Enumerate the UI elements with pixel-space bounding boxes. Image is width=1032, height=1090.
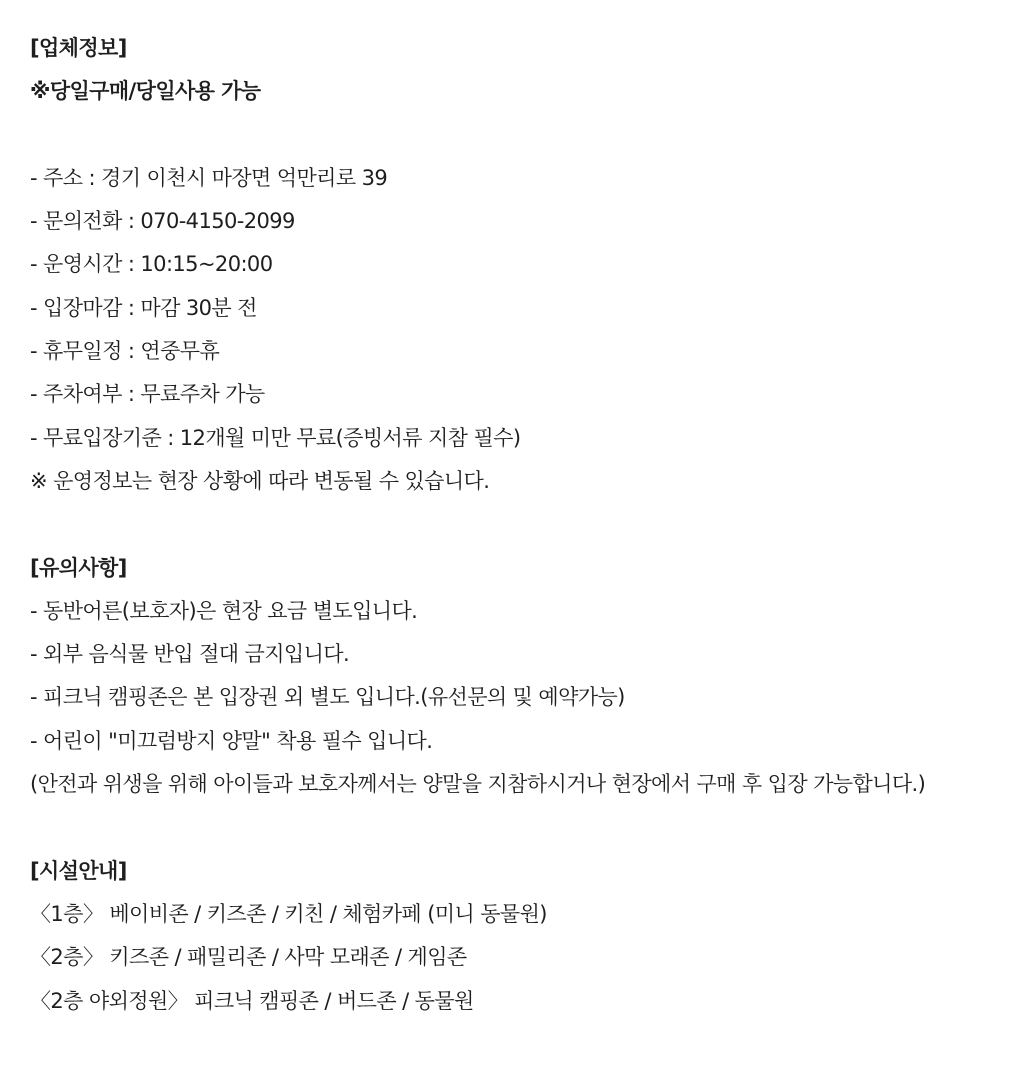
spacer [30,806,1002,849]
facilities-section [30,850,1002,1023]
cautions-heading: [유의사항] [30,555,127,580]
info-footnote: ※ 운영정보는 현장 상황에 따라 변동될 수 있습니다. [30,468,490,493]
socks-note: (안전과 위생을 위해 아이들과 보호자께서는 양말을 지참하시거나 현장에서 구매 후 입장 가능합니다.) [30,772,926,797]
same-day-notice: ※당일구매/당일사용 가능 [30,79,261,104]
company-info-heading: [업체정보] [30,36,127,60]
entry-deadline-line: - 입장마감 : 마감 30분 전 [30,295,257,320]
closed-days-line: - 휴무일정 : 연중무휴 [30,339,220,364]
facilities-heading: [시설안내] [30,858,127,883]
spacer [30,503,1002,546]
facility-floor-2: 〈2층〉 키즈존 / 패밀리존 / 사막 모래존 / 게임존 [30,945,467,970]
caution-item: - 동반어른(보호자)은 현장 요금 별도입니다. [30,598,418,623]
facility-outdoor-garden: 〈2층 야외정원〉 피크닉 캠핑존 / 버드존 / 동물원 [30,988,474,1013]
facility-floor-1: 〈1층〉 베이비존 / 키즈존 / 키친 / 체험카페 (미니 동물원) [30,901,547,926]
cautions-section [30,547,1002,807]
address-line: - 주소 : 경기 이천시 마장면 억만리로 39 [30,165,388,190]
parking-line: - 주차여부 : 무료주차 가능 [30,382,265,407]
caution-item: - 피크닉 캠핑존은 본 입장권 외 별도 입니다.(유선문의 및 예약가능) [30,685,625,710]
caution-item: - 외부 음식물 반입 절대 금지입니다. [30,642,350,667]
free-entry-line: - 무료입장기준 : 12개월 미만 무료(증빙서류 지참 필수) [30,425,521,450]
hours-line: - 운영시간 : 10:15~20:00 [30,252,273,277]
phone-line: - 문의전화 : 070-4150-2099 [30,209,295,234]
caution-item: - 어린이 "미끄럼방지 양말" 착용 필수 입니다. [30,728,433,753]
spacer [30,114,1002,157]
company-info-section [30,27,1002,503]
